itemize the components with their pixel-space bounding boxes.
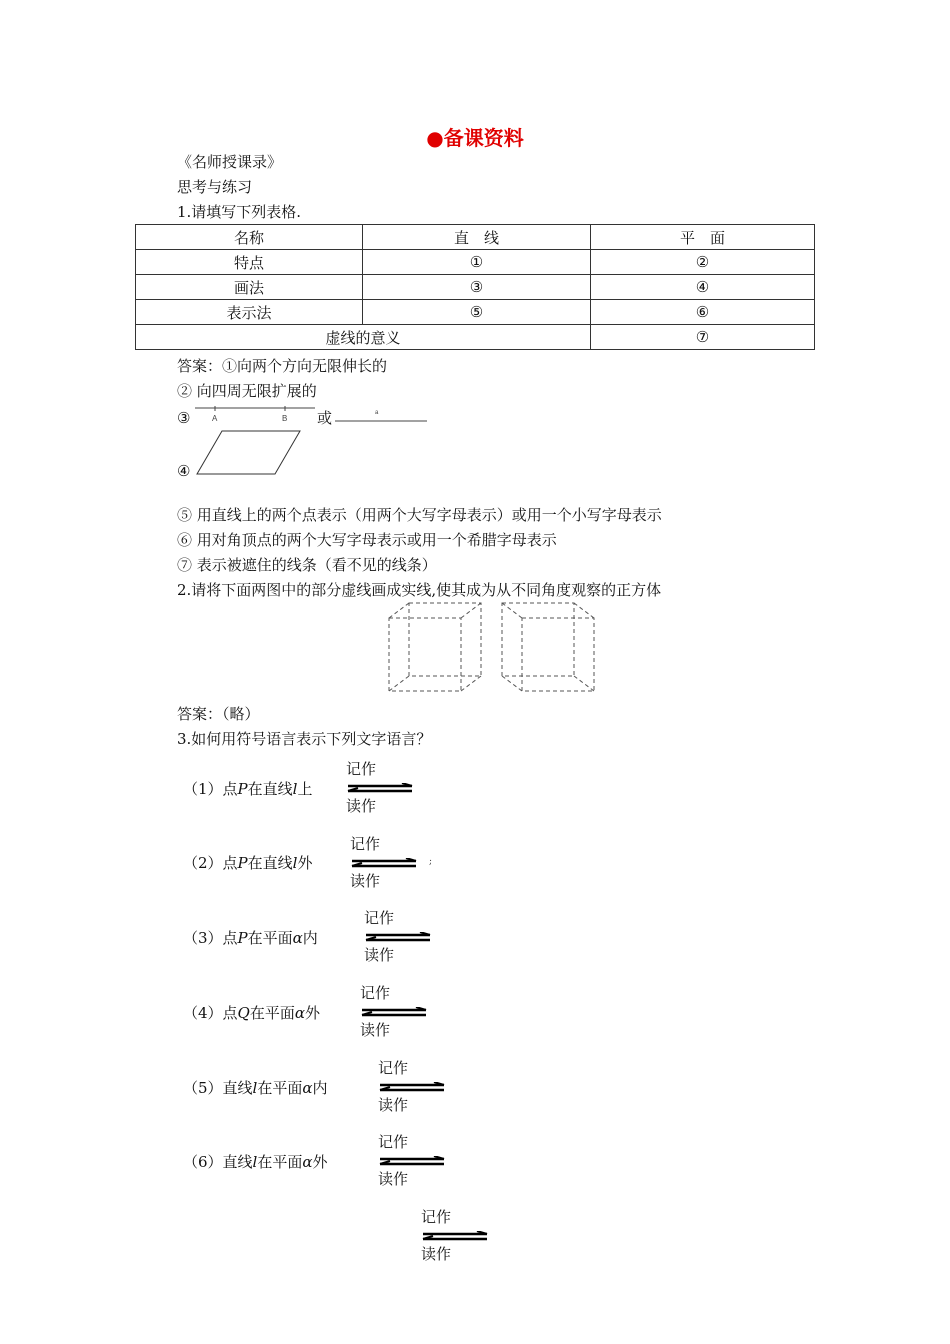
double-arrow-icon — [360, 1007, 430, 1017]
section-heading: 思考与练习 — [177, 178, 253, 196]
table-cell: 特点 — [136, 250, 363, 275]
table-cell: ⑦ — [591, 325, 815, 350]
question-2-answer: 答案：（略） — [177, 705, 260, 723]
table-row — [136, 325, 815, 350]
arrow-bottom-label: 读作 — [378, 1170, 409, 1188]
arrow-top-label: 记作 — [350, 835, 381, 853]
table-cell: ③ — [363, 275, 591, 300]
source-label: 《名师授课录》 — [177, 153, 283, 171]
answer-7: ⑦ 表示被遮住的线条（看不见的线条） — [177, 556, 437, 574]
arrow-top-label: 记作 — [360, 984, 391, 1002]
table-cell: 画法 — [136, 275, 363, 300]
question-2-prompt: 2.请将下面两图中的部分虚线画成实线,使其成为从不同角度观察的正方体 — [177, 581, 662, 599]
notation-arrow — [378, 1059, 448, 1114]
q3-item-2: （2）点P在直线l外 — [183, 854, 313, 872]
question-3-prompt: 3.如何用符号语言表示下列文字语言？ — [177, 730, 432, 748]
arrow-top-label: 记作 — [378, 1059, 409, 1077]
answer-2: ② 向四周无限扩展的 — [177, 382, 317, 400]
table-row — [136, 300, 815, 325]
double-arrow-icon — [364, 932, 434, 942]
answer-1: 答案：①向两个方向无限伸长的 — [177, 357, 388, 375]
answer-6: ⑥ 用对角顶点的两个大写字母表示或用一个希腊字母表示 — [177, 531, 557, 549]
cube-left — [389, 603, 481, 691]
answer-3-or: 或 — [317, 409, 333, 427]
arrow-bottom-label: 读作 — [350, 872, 381, 890]
table-header-cell: 直 线 — [363, 225, 591, 250]
table-cell: ④ — [591, 275, 815, 300]
q3-item-5: （5）直线l在平面α内 — [183, 1079, 328, 1097]
point-a-label: A — [212, 414, 218, 423]
answer-4-label: ④ — [177, 462, 191, 480]
arrow-top-label: 记作 — [378, 1133, 409, 1151]
table-row — [136, 275, 815, 300]
notation-arrow — [364, 909, 434, 964]
table-cell: ① — [363, 250, 591, 275]
arrow-top-label: 记作 — [346, 760, 377, 778]
arrow-top-label: 记作 — [421, 1208, 452, 1226]
page-title: ●备课资料 — [426, 126, 524, 150]
double-arrow-icon — [421, 1231, 491, 1241]
table-cell: 表示法 — [136, 300, 363, 325]
arrow-bottom-label: 读作 — [364, 946, 395, 964]
arrow-top-label: 记作 — [364, 909, 395, 927]
notation-arrow — [378, 1133, 448, 1188]
table-header-row — [136, 225, 815, 250]
q3-item-1: （1）点P在直线l上 — [183, 780, 313, 798]
table-header-cell: 平 面 — [591, 225, 815, 250]
question-1-prompt: 1.请填写下列表格. — [177, 203, 302, 221]
q3-item-3: （3）点P在平面α内 — [183, 929, 318, 947]
arrow-bottom-label: 读作 — [421, 1245, 452, 1263]
table-cell: 虚线的意义 — [136, 325, 591, 350]
double-arrow-icon — [346, 783, 416, 793]
arrow-bottom-label: 读作 — [346, 797, 377, 815]
arrow-bottom-label: 读作 — [378, 1096, 409, 1114]
fill-in-table — [135, 224, 815, 350]
notation-arrow — [360, 984, 430, 1039]
q3-item-6: （6）直线l在平面α外 — [183, 1153, 328, 1171]
table-cell: ② — [591, 250, 815, 275]
q3-item-4: （4）点Q在平面α外 — [183, 1004, 321, 1022]
arrow-bottom-label: 读作 — [360, 1021, 391, 1039]
line-and-plane-drawings — [195, 403, 435, 483]
notation-arrow — [346, 760, 416, 815]
table-header-cell: 名称 — [136, 225, 363, 250]
table-row — [136, 250, 815, 275]
dashed-cubes-figure — [386, 600, 598, 695]
answer-3-label: ③ — [177, 409, 191, 427]
double-arrow-icon — [378, 1082, 448, 1092]
answer-5: ⑤ 用直线上的两个点表示（用两个大写字母表示）或用一个小写字母表示 — [177, 506, 662, 524]
line-a-label: a — [375, 410, 379, 416]
notation-arrow — [350, 835, 420, 890]
parallelogram-plane-drawing — [197, 431, 300, 474]
stray-mark: ; — [429, 857, 433, 867]
table-cell: ⑤ — [363, 300, 591, 325]
double-arrow-icon — [350, 858, 420, 868]
point-b-label: B — [282, 414, 288, 423]
table-cell: ⑥ — [591, 300, 815, 325]
cube-right — [502, 603, 594, 691]
notation-arrow — [421, 1208, 491, 1263]
double-arrow-icon — [378, 1156, 448, 1166]
